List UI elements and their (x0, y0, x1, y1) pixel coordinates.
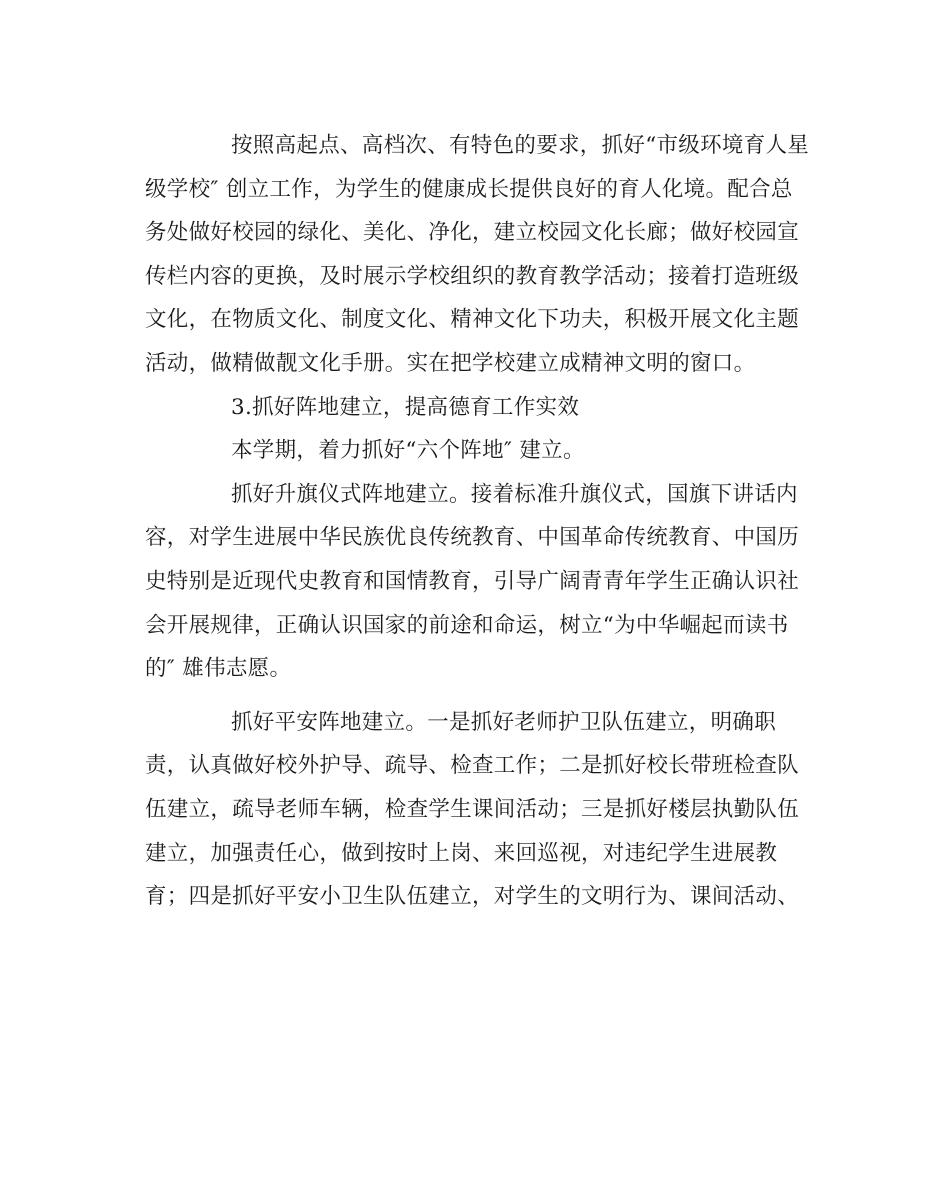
text-line: 文化，在物质文化、制度文化、精神文化下功夫，积极开展文化主题 (145, 307, 800, 333)
text-line: 史特别是近现代史教育和国情教育，引导广阔青青年学生正确认识社 (145, 568, 800, 594)
text-line: 务处做好校园的绿化、美化、净化，建立校园文化长廊；做好校园宣 (145, 220, 800, 246)
text-line: 抓好升旗仪式阵地建立。接着标准升旗仪式，国旗下讲话内 (231, 481, 798, 507)
text-line: 传栏内容的更换，及时展示学校组织的教育教学活动；接着打造班级 (145, 263, 800, 289)
document-body (145, 124, 810, 919)
text-line: 本学期，着力抓好“六个阵地″ 建立。 (231, 438, 585, 464)
text-line: 育；四是抓好平安小卫生队伍建立，对学生的文明行为、课间活动、 (145, 884, 800, 910)
section-heading (145, 386, 810, 430)
text-line: 责，认真做好校外护导、疏导、检查工作；二是抓好校长带班检查队 (145, 753, 800, 779)
text-line: 的″ 雄伟志愿。 (145, 656, 292, 682)
text-line: 容，对学生进展中华民族优良传统教育、中国革命传统教育、中国历 (145, 525, 800, 551)
paragraph-intro (145, 429, 810, 473)
text-line: 伍建立，疏导老师车辆，检查学生课间活动；三是抓好楼层执勤队伍 (145, 796, 800, 822)
paragraph-safety (145, 701, 810, 919)
text-line: 3.抓好阵地建立，提高德育工作实效 (231, 394, 580, 420)
text-line: 建立，加强责任心，做到按时上岗、来回巡视，对违纪学生进展教 (145, 840, 778, 866)
text-line: 抓好平安阵地建立。一是抓好老师护卫队伍建立，明确职 (231, 709, 777, 735)
paragraph-flag-ceremony (145, 473, 810, 691)
text-line: 活动，做精做靓文化手册。实在把学校建立成精神文明的窗口。 (145, 350, 756, 376)
paragraph-environment (145, 124, 810, 386)
text-line: 按照高起点、高档次、有特色的要求，抓好“市级环境育人星 (231, 133, 810, 158)
text-line: 级学校″ 创立工作，为学生的健康成长提供良好的育人化境。配合总 (145, 176, 793, 202)
text-line: 会开展规律，正确认识国家的前途和命运，树立“为中华崛起而读书 (145, 612, 789, 638)
